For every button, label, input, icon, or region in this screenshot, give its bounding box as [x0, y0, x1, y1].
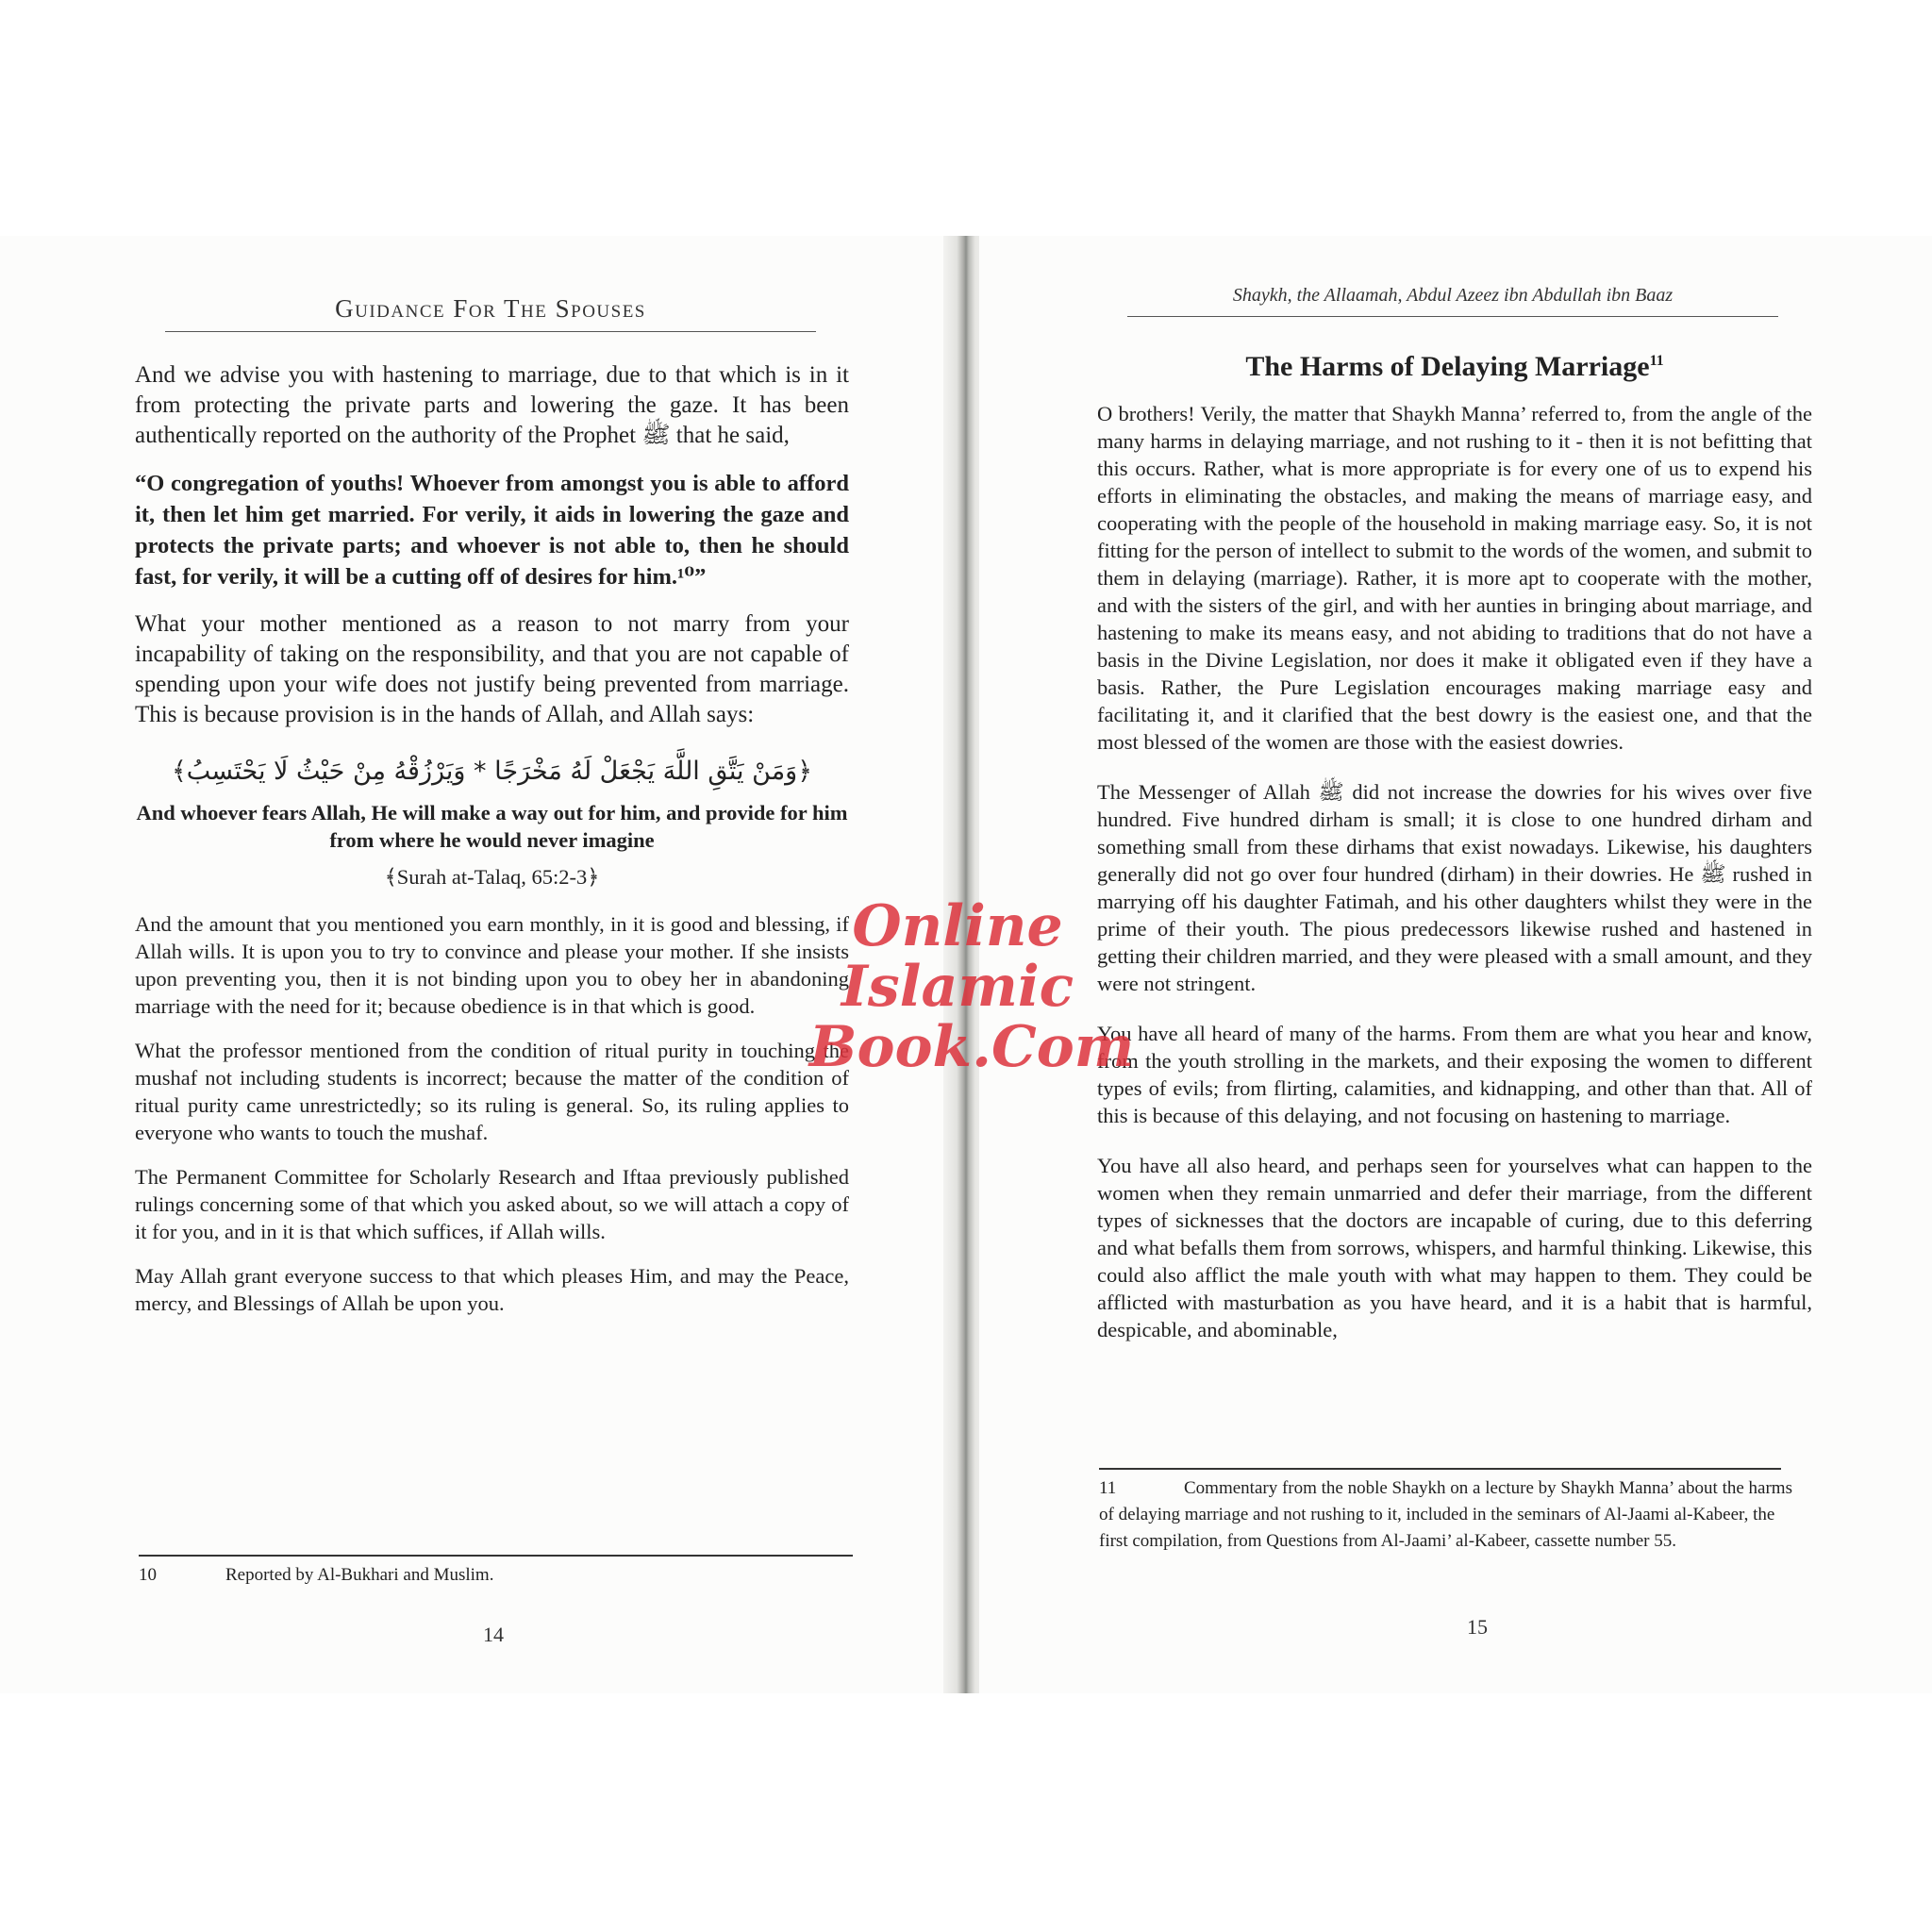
left-footnote-number: 10: [139, 1565, 157, 1585]
left-footnote: [139, 1562, 853, 1589]
quran-arabic-verse: ﴿وَمَنْ يَتَّقِ اللَّهَ يَجْعَلْ لَهُ مَخْرَجًا * وَيَرْزُقْهُ مِنْ حَيْثُ لَا يَحْتَسِبُ﴾: [171, 757, 813, 786]
left-paragraph-3: And the amount that you mentioned you earn monthly, in it is good and blessing, if Allah wills. It is upon you to try to convince and please your mother. If she insists upon preventing you, then it is not binding upon you to obey her in abandoning marriage with the need for it; because obedience is in that which is good.: [135, 912, 849, 1018]
left-footnote-rule: [139, 1555, 853, 1557]
left-paragraph-2: What your mother mentioned as a reason to not marry from your incapability of taking on the responsibility, and that you are not capable of spending upon your wife does not justify being prevented from marriage. This is because provision is in the hands of Allah, and Allah says:: [135, 611, 849, 727]
right-text-block: [1097, 351, 1812, 1343]
right-footnote-rule: [1099, 1468, 1781, 1470]
ayah-reference: ﴾Surah at-Talaq, 65:2-3﴿: [384, 865, 600, 889]
right-paragraph-1: O brothers! Verily, the matter that Shaykh Manna’ referred to, from the angle of the many harms in delaying marriage, and not rushing to it - then it is not befitting that this occurs. Rather, what is more appropriate is for every one of us to expend his efforts in eliminating the obstacles, and making the means of marriage easy, and cooperating with the people of the household in making marriage easy. So, it is not fitting for the person of intellect to submit to the words of the women, and submit to them in delaying (marriage). Rather, it is more apt to cooperate with the mother, and with the sisters of the girl, and with her aunties in bringing about marriage, and hastening to make its means easy, and not abiding to traditions that do not have a basis in the Divine Legislation, nor does it make it obligated even if they have a basis. Rather, the Pure Legislation encourages making marriage easy and facilitating it, and it clarified that the best dowry is the easiest one, and that the most blessed of the women are those with the easiest dowries.: [1097, 402, 1813, 754]
hadith-quote: “O congregation of youths! Whoever from amongst you is able to afford it, then let him get married. For verily, it aids in lowering the gaze and protects the private parts; and whoever is not able to, then he should fast, for verily, it will be a cutting off of desires for him.¹⁰”: [135, 471, 849, 590]
heading-footnote-ref: 11: [1649, 353, 1664, 369]
right-paragraph-3: You have all heard of many of the harms. From them are what you hear and know, from the youth strolling in the markets, and their exposing the women to different types of evils; from flirting, calamities, and kidnapping, and other than that. All of this is because of this delaying, and not focusing on hastening to marriage.: [1097, 1022, 1812, 1127]
ayah-translation: And whoever fears Allah, He will make a way out for him, and provide for him from where he would never imagine: [136, 801, 848, 852]
left-paragraph-5: The Permanent Committee for Scholarly Research and Iftaa previously published rulings concerning some of that which you asked about, so we will attach a copy of it for you, and in it is that which suffices, if Allah wills.: [135, 1165, 849, 1243]
right-running-head: Shaykh, the Allaamah, Abdul Azeez ibn Abdullah ibn Baaz: [1127, 285, 1778, 317]
left-paragraph-6: May Allah grant everyone success to that which pleases Him, and may the Peace, mercy, and Blessings of Allah be upon you.: [135, 1264, 849, 1315]
watermark-logo: [736, 893, 1179, 1080]
watermark-line-2: Book.Com: [808, 1014, 1135, 1080]
right-page-number: 15: [1467, 1615, 1488, 1639]
right-footnote-text: Commentary from the noble Shaykh on a lecture by Shaykh Manna’ about the harms of delaying marriage and not rushing to it, included in the seminars of Al-Jaami al-Kabeer, the first compilation, from Questions from Al-Jaami’ al-Kabeer, cassette number 55.: [1099, 1478, 1792, 1551]
right-footnote: [1099, 1475, 1797, 1555]
left-running-head: Guidance For The Spouses: [165, 294, 816, 332]
left-paragraph-4: What the professor mentioned from the condition of ritual purity in touching the mushaf not including students is incorrect; because the matter of the condition of ritual purity came unrestrictedly; so its ruling is general. So, its ruling applies to everyone who wants to touch the mushaf.: [135, 1039, 849, 1144]
watermark-line-1: Online Islamic: [841, 893, 1074, 1020]
left-text-block: [135, 360, 849, 1334]
right-paragraph-2: The Messenger of Allah ﷺ did not increase the dowries for his wives over five hundred. Five hundred dirham is small; it is close to one hundred dirham and something small from these dirhams that exist nowadays. Likewise, his daughters generally did not go over four hundred (dirham) in their dowries. He ﷺ rushed in marrying off his daughter Fatimah, and his other daughters whilst they were in the prime of their youth. The pious predecessors likewise rushed and hastened in getting their children married, and they were pleased with a small amount, and they were not stringent.: [1097, 780, 1812, 995]
left-page-number: 14: [483, 1623, 504, 1646]
right-footnote-number: 11: [1099, 1478, 1117, 1498]
section-heading: [1097, 351, 1812, 383]
section-heading-text: The Harms of Delaying Marriage: [1245, 351, 1650, 382]
left-paragraph-1: And we advise you with hastening to marriage, due to that which is in it from protecting the private parts and lowering the gaze. It has been authentically reported on the authority of the Prophet ﷺ that he said,: [135, 362, 849, 448]
book-spread: [0, 236, 1932, 1693]
right-paragraph-4: You have all also heard, and perhaps seen for yourselves what can happen to the women when they remain unmarried and defer their marriage, from the different types of sicknesses that the doctors are incapable of curing, due to this deferring and what befalls them from sorrows, whispers, and harmful thinking. Likewise, this could also afflict the male youth with what may happen to them. They could be afflicted with masturbation as you have heard, and it is a habit that is harmful, despicable, and abominable,: [1097, 1154, 1812, 1341]
left-footnote-text: Reported by Al-Bukhari and Muslim.: [225, 1565, 494, 1585]
